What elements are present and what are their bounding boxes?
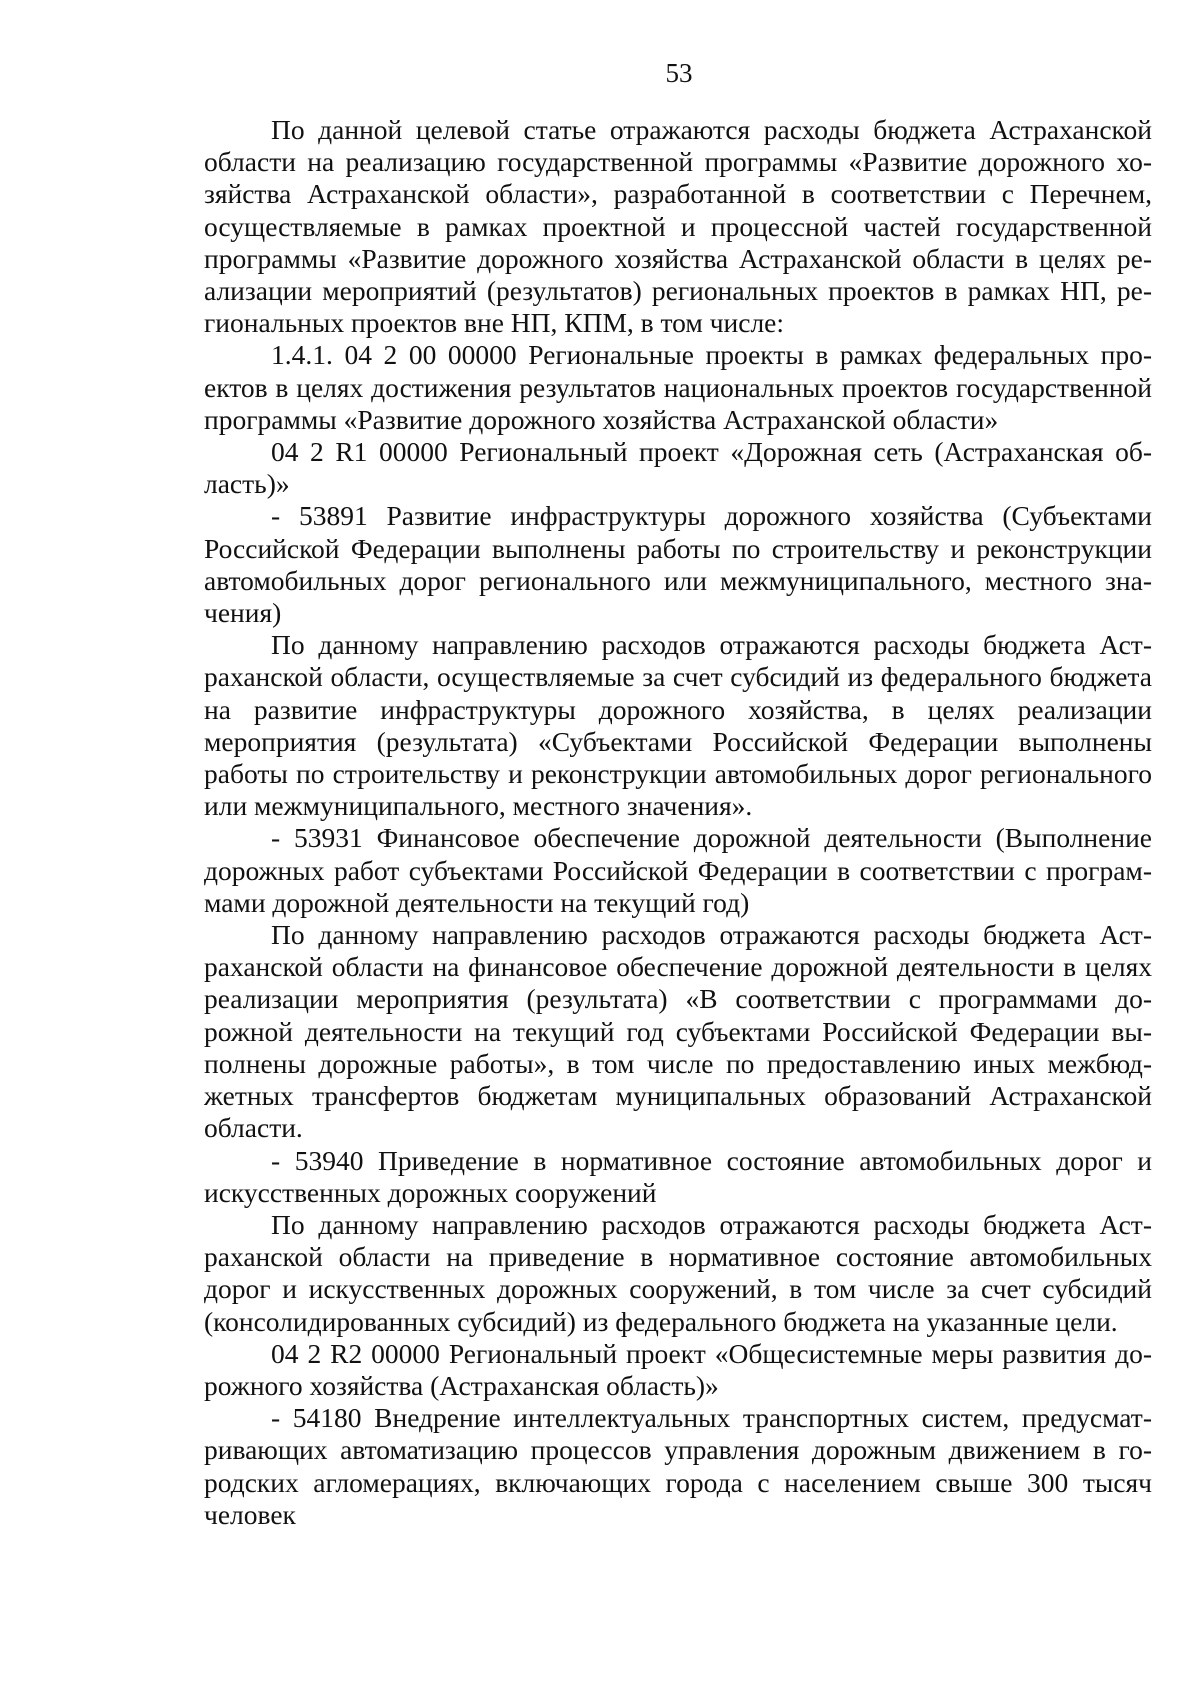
paragraph-direction-53940-description: По данному направлению расходов отражаются расходы бюджета Астраханской области на приведение в нормативное состояние автомобильных дорог и искусственных дорожных сооружений, в том числе за счет субсидий (консолидированных субсидий) из федерального бюджета на указанные цели. (204, 1208, 1152, 1337)
page-number: 53 (665, 58, 693, 88)
paragraph-direction-53931: - 53931 Финансовое обеспечение дорожной деятельности (Выполнение дорожных работ субъектами Российской Федерации в соответствии с программами дорожной деятельности на текущий год) (204, 822, 1152, 918)
paragraph-target-article-intro: По данной целевой статье отражаются расходы бюджета Астраханской области на реализацию государственной программы «Развитие дорожного хозяйства Астраханской области», разработанной в соответствии с Перечнем, осуществляемые в рамках проектной и процессной частей государственной программы «Развитие дорожного хозяйства Астраханской области в целях реализации мероприятий (результатов) региональных проектов в рамках НП, региональных проектов вне НП, КПМ, в том числе: (204, 114, 1152, 339)
paragraph-project-r1: 04 2 R1 00000 Региональный проект «Дорожная сеть (Астраханская область)» (204, 436, 1152, 500)
paragraph-direction-53891-description: По данному направлению расходов отражаются расходы бюджета Астраханской области, осуществляемые за счет субсидий из федерального бюджета на развитие инфраструктуры дорожного хозяйства, в целях реализации мероприятия (результата) «Субъектами Российской Федерации выполнены работы по строительству и реконструкции автомобильных дорог регионального или межмуниципального, местного значения». (204, 629, 1152, 822)
paragraph-direction-53891: - 53891 Развитие инфраструктуры дорожного хозяйства (Субъектами Российской Федерации выполнены работы по строительству и реконструкции автомобильных дорог регионального или межмуниципального, местного значения) (204, 500, 1152, 629)
document-body (204, 114, 1152, 1531)
paragraph-direction-53940: - 53940 Приведение в нормативное состояние автомобильных дорог и искусственных дорожных сооружений (204, 1144, 1152, 1208)
paragraph-section-1-4-1: 1.4.1. 04 2 00 00000 Региональные проекты в рамках федеральных проектов в целях достижения результатов национальных проектов государственной программы «Развитие дорожного хозяйства Астраханской области» (204, 339, 1152, 435)
paragraph-project-r2: 04 2 R2 00000 Региональный проект «Общесистемные меры развития дорожного хозяйства (Астраханская область)» (204, 1337, 1152, 1401)
paragraph-direction-54180: - 54180 Внедрение интеллектуальных транспортных систем, предусматривающих автоматизацию процессов управления дорожным движением в городских агломерациях, включающих города с населением свыше 300 тысяч человек (204, 1402, 1152, 1530)
paragraph-direction-53931-description: По данному направлению расходов отражаются расходы бюджета Астраханской области на финансовое обеспечение дорожной деятельности в целях реализации мероприятия (результата) «В соответствии с программами дорожной деятельности на текущий год субъектами Российской Федерации выполнены дорожные работы», в том числе по предоставлению иных межбюджетных трансфертов бюджетам муниципальных образований Астраханской области. (204, 919, 1152, 1144)
